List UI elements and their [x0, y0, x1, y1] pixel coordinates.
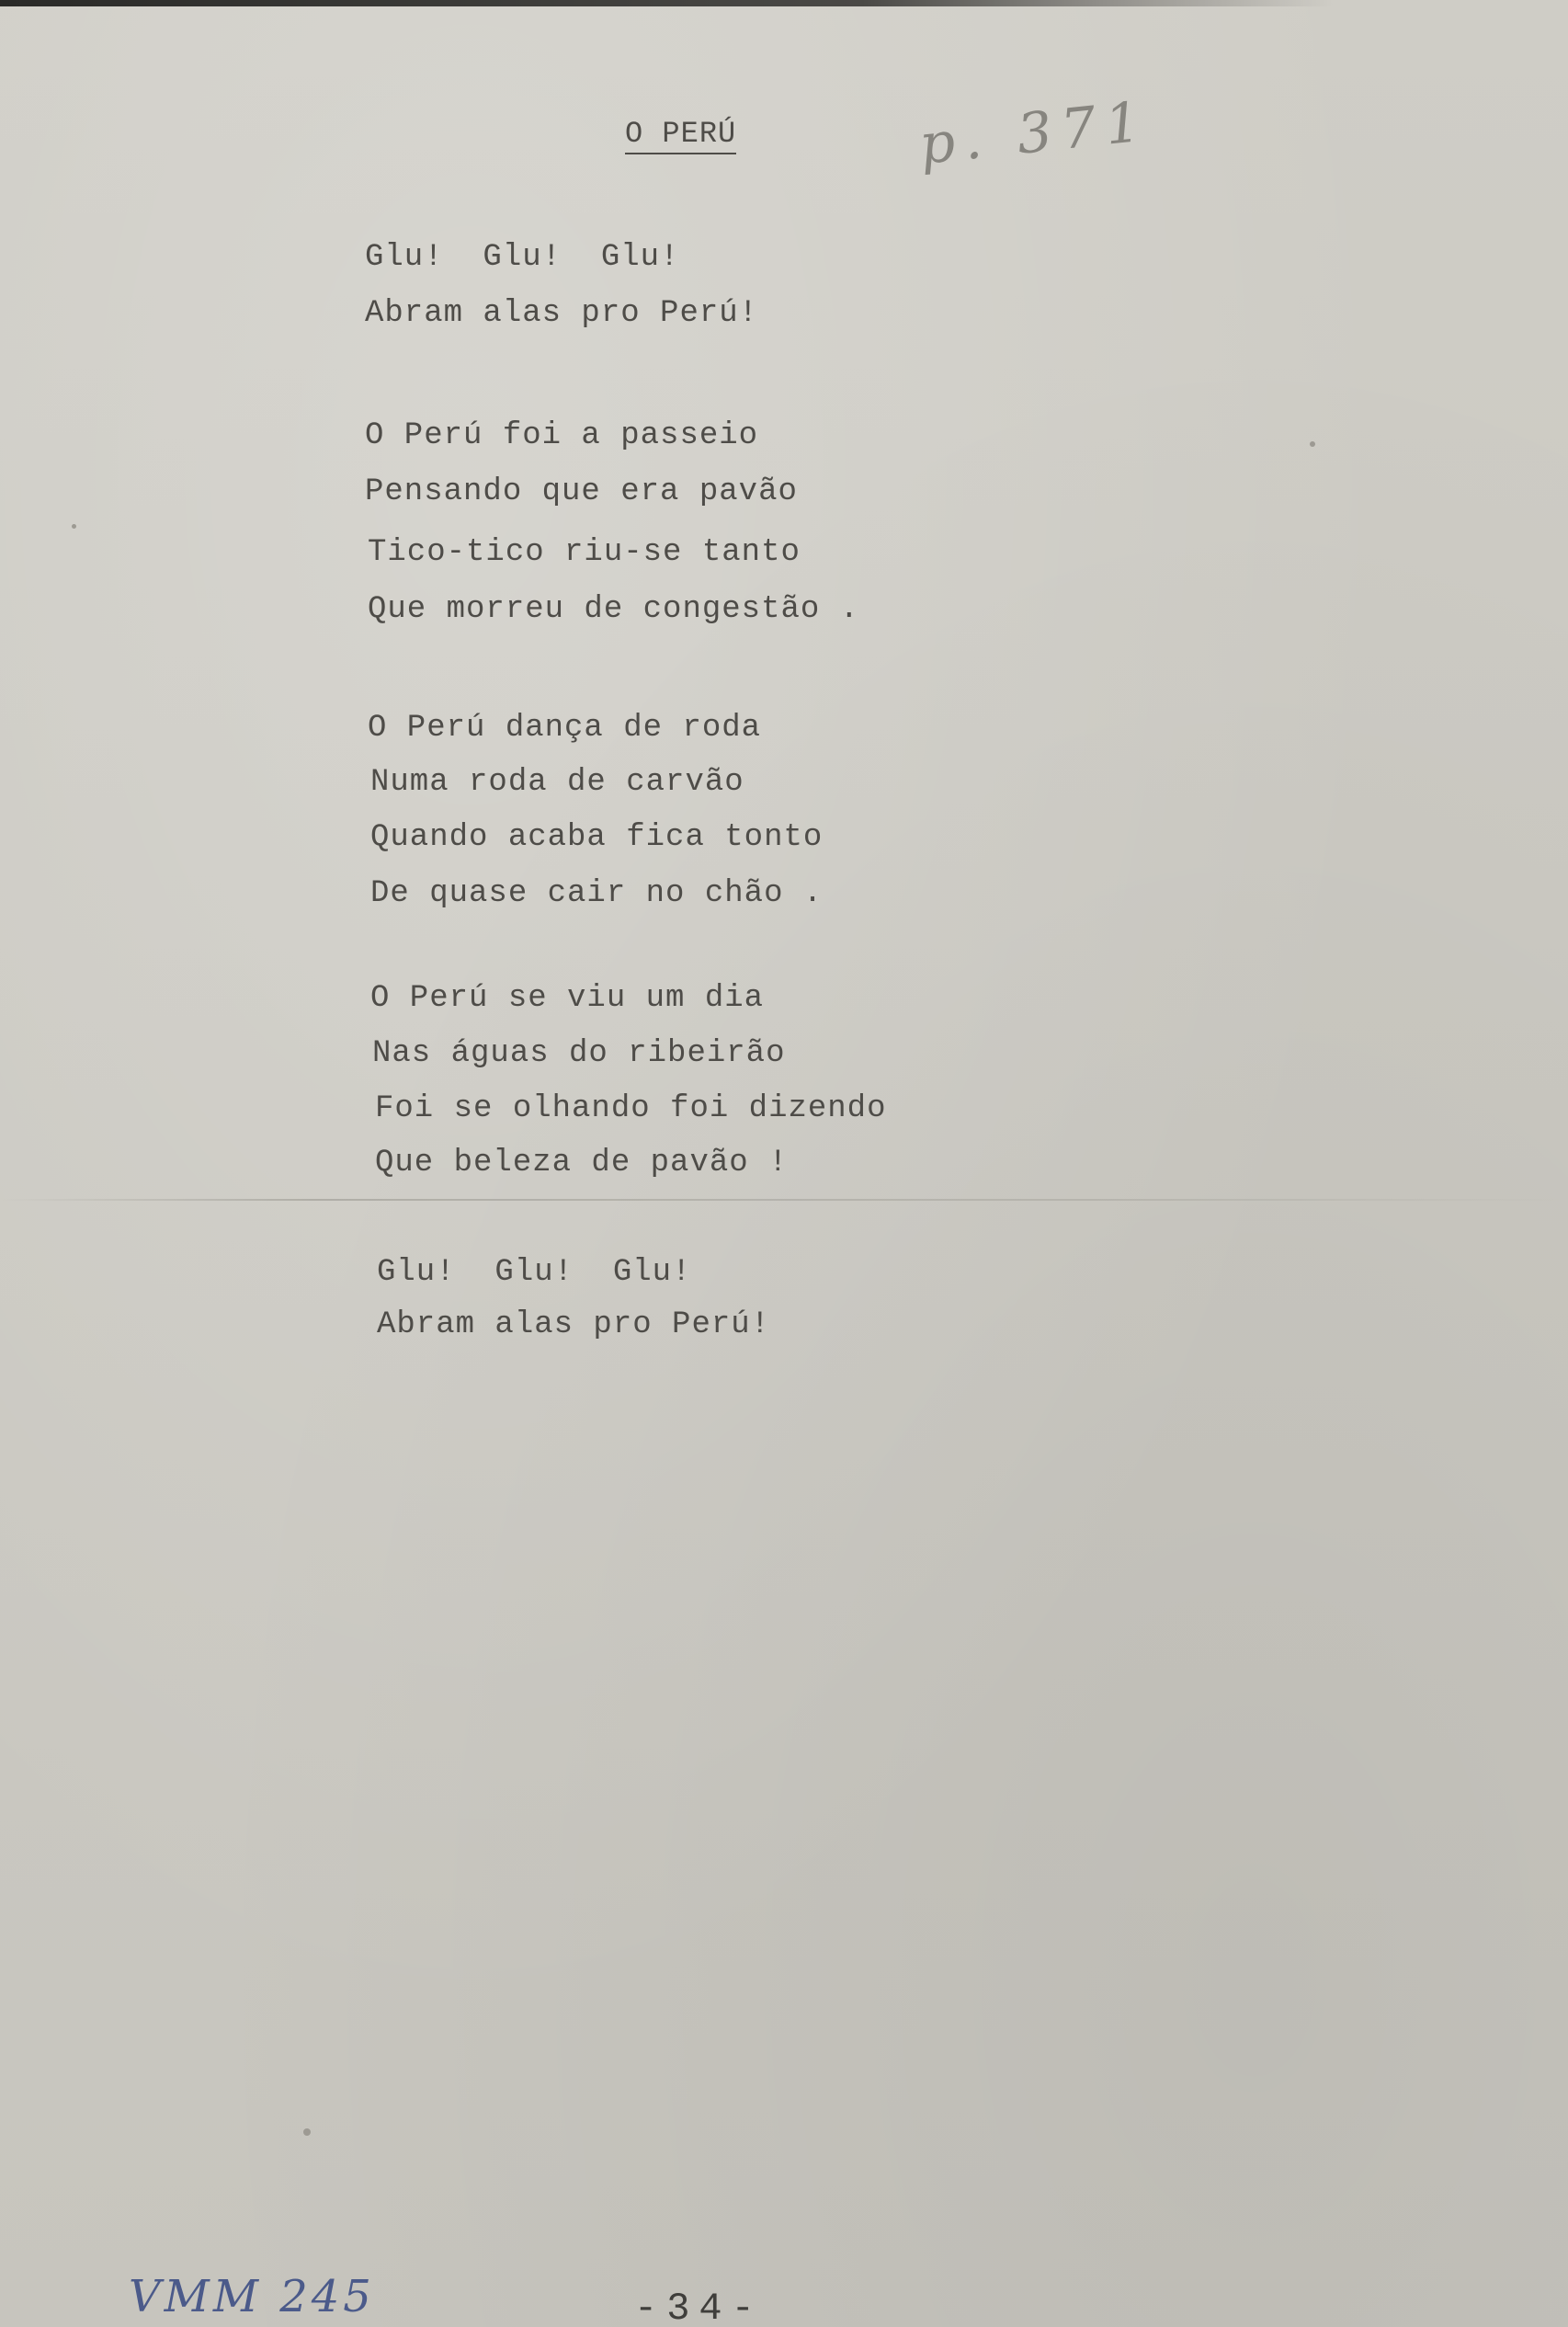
- poem-line: O Perú dança de roda: [368, 711, 762, 746]
- poem-line: O Perú foi a passeio: [365, 418, 759, 453]
- poem-line: Tico-tico riu-se tanto: [368, 535, 801, 570]
- poem-line: Foi se olhando foi dizendo: [375, 1091, 887, 1126]
- poem-title: O PERÚ: [625, 120, 736, 154]
- paper-speck: [72, 524, 76, 529]
- poem-line: Que beleza de pavão !: [375, 1146, 789, 1181]
- poem-line: Glu! Glu! Glu!: [377, 1255, 692, 1290]
- archive-reference-note: VMM 245: [129, 2271, 375, 2322]
- poem-line: Que morreu de congestão .: [368, 592, 860, 627]
- poem-line: Pensando que era pavão: [365, 474, 798, 509]
- page-number: -34-: [634, 2287, 764, 2327]
- folio-annotation: p. 371: [916, 89, 1153, 177]
- poem-line: Numa roda de carvão: [370, 765, 744, 800]
- poem-line: Quando acaba fica tonto: [370, 820, 824, 855]
- scan-top-edge: [0, 0, 1568, 6]
- poem-line: Abram alas pro Perú!: [365, 296, 759, 331]
- paper-fold-line: [0, 1199, 1568, 1201]
- poem-line: Abram alas pro Perú!: [377, 1307, 771, 1342]
- poem-line: Glu! Glu! Glu!: [365, 240, 680, 275]
- poem-line: De quase cair no chão .: [370, 876, 824, 911]
- poem-line: O Perú se viu um dia: [370, 981, 765, 1016]
- paper-speck: [1310, 441, 1315, 447]
- poem-line: Nas águas do ribeirão: [372, 1036, 786, 1071]
- paper-speck: [303, 2128, 311, 2136]
